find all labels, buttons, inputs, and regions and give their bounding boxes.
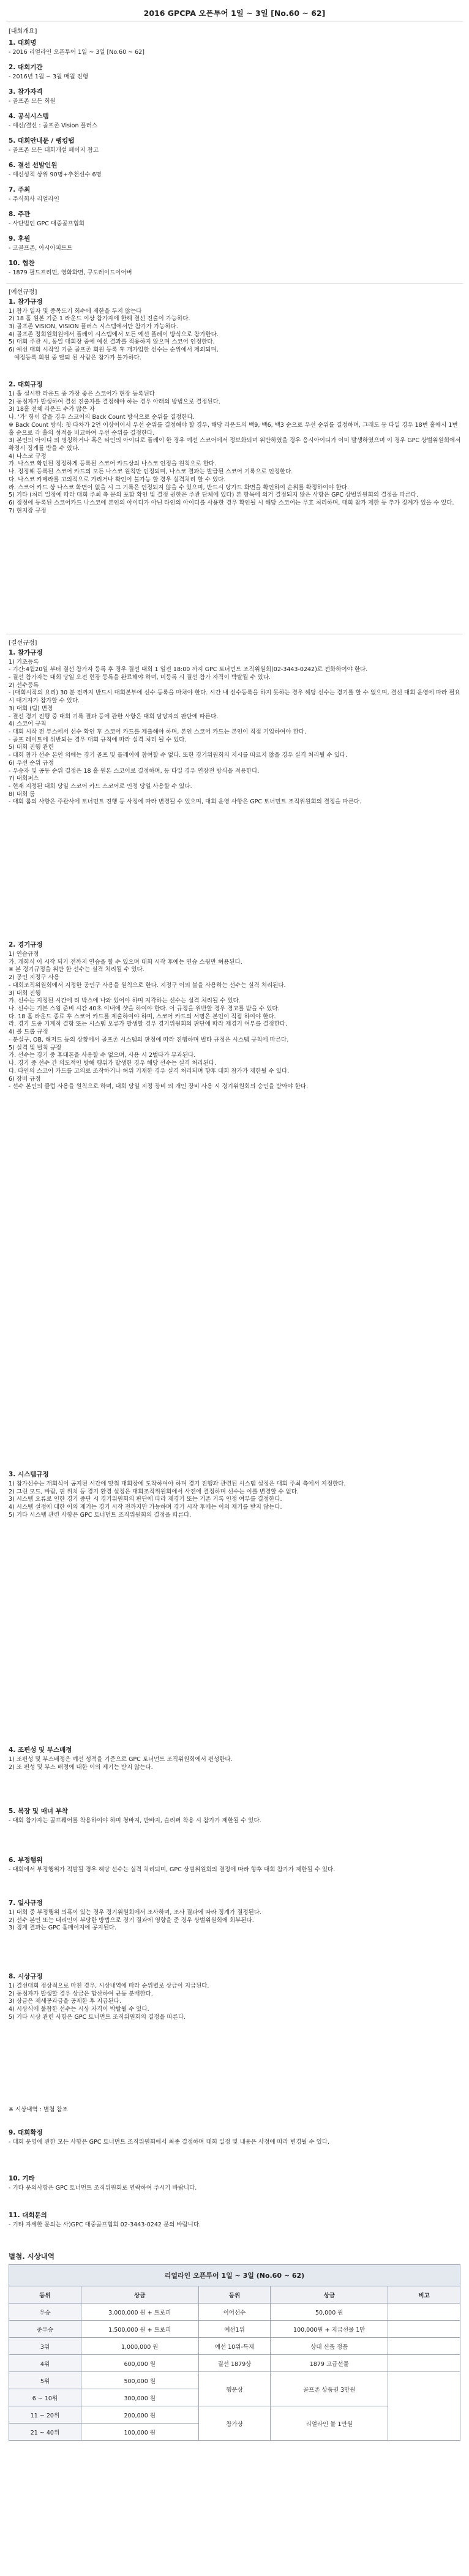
table-header-row bbox=[9, 2286, 460, 2304]
divider bbox=[6, 283, 463, 284]
rank-cell: 4위 bbox=[9, 2355, 81, 2372]
prize-table bbox=[9, 2264, 460, 2441]
rules-section-title: 9. 대회확정 bbox=[9, 2129, 43, 2136]
rule-line: 3) 골프존 VISION, VISION 플러스 시스템에서만 참가가 가능하다. bbox=[9, 323, 178, 330]
rule-line: 2) 공인 지정구 사용 bbox=[9, 974, 60, 982]
rule-line: 1) 조편성 및 부스배정은 예선 성적을 기준으로 GPC 토너먼트 조직위원회에서 편성한다. bbox=[9, 1756, 233, 1763]
item-title: 9. 후원 bbox=[9, 235, 31, 242]
rule-line: 2) 동점자가 발생하여 결선 진출자를 결정해야 하는 경우 아래의 방법으로 결정된다. bbox=[9, 398, 220, 405]
note-cell bbox=[388, 2304, 460, 2321]
final-participation-rules bbox=[9, 640, 462, 806]
rule-line: - 대회 시작 전 부스에서 선수 확인 후 스코어 카드를 제출해야 하며, 본인 스코어 카드는 본인이 직접 기입하여야 한다. bbox=[9, 728, 306, 735]
rules-section-title: 8. 시상규정 bbox=[9, 1973, 43, 1980]
rule-line: - 대회조직위원회에서 지정한 공인구 사용을 원칙으로 한다. 지정구 이외 볼을 사용하는 선수는 실격 처리된다. bbox=[9, 982, 286, 989]
rank-cell: 6 ~ 10위 bbox=[9, 2389, 81, 2406]
item-text: - 예선성적 상위 90명+추천선수 6명 bbox=[9, 171, 102, 178]
item-title: 4. 공식시스템 bbox=[9, 113, 49, 120]
rule-line: - 분실구, OB, 해저드 등의 상황에서 골프존 시스템의 판정에 따라 진행하며 벌타 규정은 시스템 규칙에 따른다. bbox=[9, 1036, 289, 1043]
rules-section-title: 6. 부정행위 bbox=[9, 1857, 43, 1864]
item-title: 6. 결선 선발인원 bbox=[9, 162, 58, 169]
rules-section-title: 1. 참가규정 bbox=[9, 648, 43, 656]
rules-section-title: 10. 기타 bbox=[9, 2175, 35, 2182]
rule-line: 6) 장비 규정 bbox=[9, 1075, 41, 1083]
rule-line: 4) 스코어 규칙 bbox=[9, 721, 47, 728]
rule-line: - 기간:4월20일 부터 결선 참가자 등록 후 경우 결선 대회 1 일전 18:00 까지 GPC 토너먼트 조직위원회(02-3443-0242)로 전화하여야 한다. bbox=[9, 666, 368, 674]
rule-line: - 우승자 및 공동 순위 결정은 18 홀 원본 스코어로 결정하며, 동 타일 경우 연장전 방식을 적용한다. bbox=[9, 767, 260, 775]
rule-line: 4) 볼 드롭 규정 bbox=[9, 1029, 48, 1036]
qualifier-competition-rules bbox=[9, 380, 462, 516]
rule-line: 3) 18홀 전체 라운드 수가 많은 자 bbox=[9, 406, 95, 413]
overview-label bbox=[9, 28, 462, 36]
rule-line: 3) 징계 결과는 GPC 홈페이지에 공지된다. bbox=[9, 1924, 117, 1932]
table-row bbox=[9, 2321, 460, 2338]
item-text: - 예선/결선 : 골프존 Vision 플러스 bbox=[9, 122, 98, 129]
rule-line: 6) 우선 순위 규정 bbox=[9, 759, 54, 767]
final-game-rules bbox=[9, 940, 462, 1091]
item-text: - 2016년 1월 ~ 3월 매월 진행 bbox=[9, 73, 89, 80]
note-cell bbox=[388, 2321, 460, 2338]
item-title: 8. 주관 bbox=[9, 211, 31, 218]
rule-line: - 선수 본인의 클럽 사용을 원칙으로 하며, 대회 당일 지정 장비 외 개인 장비 사용 시 경기위원회의 승인을 받아야 한다. bbox=[9, 1083, 308, 1091]
rule-line: - 기타 문의사항은 GPC 토너먼트 조직위원회로 연락하여 주시기 바랍니다. bbox=[9, 2185, 197, 2191]
rank-cell: 준우승 bbox=[9, 2321, 81, 2338]
rule-line: 8) 대회 룸 bbox=[9, 790, 36, 798]
rule-line: - 대회 참가 선수 본인 외에는 경기 골프 및 플레이에 참여할 수 없다. 또한 경기위원회의 지시를 따르지 않을 경우 실격 처리될 수 있다. bbox=[9, 752, 348, 759]
rule-line: - 기타 자세한 문의는 사)GPC 대중골프협회 02-3443-0242 문의 바랍니다. bbox=[9, 2221, 201, 2228]
tournament-confirm bbox=[9, 2128, 462, 2147]
item-title: 5. 대회안내문 / 랭킹탭 bbox=[9, 137, 75, 145]
overview-item-7 bbox=[9, 185, 462, 204]
rule-line: 라. 경기 도중 기계적 결함 또는 시스템 오류가 발생할 경우 경기위원회의 판단에 따라 재경기 여부를 결정한다. bbox=[9, 1021, 288, 1028]
rule-line: 2) 18 홀 원본 기준 1 라운드 이상 참가자에 한해 결선 진출이 가능하다. bbox=[9, 315, 190, 323]
overview-item-4 bbox=[9, 111, 462, 130]
prize-table-caption: 리얼라인 오픈투어 1일 ~ 3일 (No.60 ~ 62) bbox=[9, 2265, 460, 2286]
system-rules bbox=[9, 1470, 462, 1520]
rule-line: - 골프 레이트에 위반되는 경우 대회 규칙에 따라 실격 처리 될 수 있다. bbox=[9, 736, 187, 743]
overview-item-8 bbox=[9, 209, 462, 228]
rule-line: 3) 시스템 오류로 인한 경기 중단 시 경기위원회의 판단에 따라 재경기 또는 기존 기록 인정 여부를 결정한다. bbox=[9, 1496, 282, 1503]
rule-line: 4) 골프존 정회원회원에서 플레이 시스템에서 모든 예선 플레이 방식으로 참가한다. bbox=[9, 331, 219, 338]
item-title: 2. 대회기간 bbox=[9, 64, 43, 71]
rule-line: 나. 정정해 등록된 스코어 카드의 모든 나스코 원칙만 인정되며, 나스코 결과는 발급된 스코어 기록으로 인정한다. bbox=[9, 468, 293, 476]
rule-line: 2) 선수 본인 또는 대리인이 부당한 방법으로 경기 결과에 영향을 준 경우 상벌위원회에 회부된다. bbox=[9, 1917, 254, 1924]
rule-line: 4) 나스코 규정 bbox=[9, 452, 47, 460]
rule-line: 2) 그린 모드, 바람, 핀 위치 등 경기 환경 설정은 대회조직위원회에서 사전에 결정하며 선수는 이를 변경할 수 없다. bbox=[9, 1488, 299, 1495]
rule-line: 가. 선수는 경기 중 휴대폰을 사용할 수 없으며, 사용 시 2벌타가 부과된다. bbox=[9, 1052, 196, 1059]
rule-line: 7) 현지장 규정 bbox=[9, 507, 47, 514]
section-label: [결선규정] bbox=[9, 640, 37, 647]
rank-cell: 결선 1879상 bbox=[198, 2355, 271, 2372]
prize-cell: 300,000 원 bbox=[81, 2389, 198, 2406]
qualifier-rules bbox=[9, 289, 462, 362]
rule-line: 라. 스코어 카드 상 나스코 화면이 없을 시 그 기록은 인정되지 않을 수 있으며, 반드시 당가드 화면을 확인하여 순위를 확정하여야 한다. bbox=[9, 484, 349, 491]
prize-cell: 100,000원 + 지급선물 1만 bbox=[271, 2321, 388, 2338]
prize-cell: 600,000 원 bbox=[81, 2355, 198, 2372]
contact-section bbox=[9, 2210, 462, 2229]
rule-line: 1) 결선대회 정상적으로 마친 경우, 시상내역에 따라 순위별로 상금이 지급된다. bbox=[9, 1983, 209, 1989]
rank-cell: 5위 bbox=[9, 2372, 81, 2389]
section-label: [대회개요] bbox=[9, 28, 37, 35]
prize-cell: 500,000 원 bbox=[81, 2372, 198, 2389]
prize-cell: 3,000,000 원 + 트로피 bbox=[81, 2304, 198, 2321]
rules-section-title: 7. 일사규정 bbox=[9, 1899, 43, 1907]
rule-line: 2) 동점자가 발생할 경우 상금은 합산하여 균등 분배한다. bbox=[9, 1990, 153, 1997]
rule-line: - 대회 운영에 관한 모든 사항은 GPC 토너먼트 조직위원회에서 최종 결정하며 대회 일정 및 내용은 사정에 따라 변경될 수 있다. bbox=[9, 2139, 330, 2146]
rule-line: 5) 대회 주관 시, 동일 대회장 중에 예선 결과를 적용하지 않으며 스코어 인정한다. bbox=[9, 339, 215, 346]
dress-rules bbox=[9, 1806, 462, 1825]
item-text: - 2016 리얼라인 오픈투어 1일 ~ 3일 [No.60 ~ 62] bbox=[9, 49, 144, 56]
rule-line: 2) 조 편성 및 부스 배정에 대한 이의 제기는 받지 않는다. bbox=[9, 1763, 153, 1771]
rule-line: 다. 나스코 카메라를 고의적으로 가리거나 확인이 불가능 할 경우 실격처리 할 수 있다. bbox=[9, 476, 226, 483]
rule-line: 가. 개회식 이 시작 되기 전까지 연습을 할 수 있으며 대회 시작 후에는 연습 스윙만 허용된다. bbox=[9, 958, 242, 966]
header-cell: 비고 bbox=[388, 2286, 460, 2304]
item-text: - 골프존 모든 회원 bbox=[9, 98, 56, 105]
rule-line: 7) 대회퍼스 bbox=[9, 775, 39, 783]
rule-line: - 대회 참가자는 골프웨어를 착용하여야 하며 청바지, 반바지, 슬리퍼 착용 시 참가가 제한될 수 있다. bbox=[9, 1817, 261, 1824]
note-cell bbox=[388, 2338, 460, 2355]
rule-line: 2) 선수등록 bbox=[9, 682, 39, 689]
rule-line: 3) 상금은 제세공과금을 공제한 후 지급된다. bbox=[9, 1998, 121, 2005]
table-row bbox=[9, 2338, 460, 2355]
overview-item-2 bbox=[9, 62, 462, 81]
prize-cell: 상대 신품 정품 bbox=[271, 2338, 388, 2355]
prize-note bbox=[9, 2106, 462, 2114]
note-cell bbox=[388, 2355, 460, 2372]
rule-line: 5) 기타 시상 관련 사항은 GPC 토너먼트 조직위원회의 결정을 따른다. bbox=[9, 2013, 186, 2021]
side-label-cell: 참가상 bbox=[198, 2406, 271, 2441]
header-cell: 등위 bbox=[198, 2286, 271, 2304]
group-booth-rules bbox=[9, 1745, 462, 1771]
prize-cell: 1,000,000 원 bbox=[81, 2338, 198, 2355]
prize-cell: 1,500,000 원 + 트로피 bbox=[81, 2321, 198, 2338]
overview-item-9 bbox=[9, 234, 462, 253]
overview-item-10 bbox=[9, 258, 462, 277]
rules-section-title: 5. 복장 및 매너 부착 bbox=[9, 1808, 68, 1815]
table-row bbox=[9, 2355, 460, 2372]
rules-section-title: 2. 대회규정 bbox=[9, 381, 43, 388]
rank-cell: 11 ~ 20위 bbox=[9, 2406, 81, 2424]
rank-cell: 예선1위 bbox=[198, 2321, 271, 2338]
rule-line: - 현재 지정된 대회 당일 스코어 카드 스코어로 인정 당일 사용할 수 있다. bbox=[9, 783, 192, 790]
rule-line: 다. 18 홀 라운드 종료 후 스코어 카드를 제출하여야 하며, 스코어 카드의 서명은 본인이 직접 하여야 한다. bbox=[9, 1013, 276, 1020]
attachment-title: 별첨. 시상내역 bbox=[9, 2252, 55, 2261]
overview-item-5 bbox=[9, 136, 462, 155]
item-title: 10. 협찬 bbox=[9, 260, 35, 267]
rules-section-title: 4. 조편성 및 부스배정 bbox=[9, 1746, 72, 1754]
rule-line: 6) 예선 대회 시작일 기준 골프존 회원 등록 후 개가입한 선수는 순위에서 제외되며, bbox=[9, 347, 219, 354]
rule-line: 1) 참가선수는 개회식이 공지된 시간에 맞춰 대회장에 도착하여야 하며 경기 진행과 관련된 시스템 설정은 대회 주최 측에서 지정한다. bbox=[9, 1481, 346, 1487]
overview-item-3 bbox=[9, 87, 462, 106]
prize-cell: 1879 고급선물 bbox=[271, 2355, 388, 2372]
rule-line: 나. 선수는 기본 스윙 준비 시간 40초 이내에 샷을 하여야 한다. 이 규정을 위반할 경우 경고를 받을 수 있다. bbox=[9, 1005, 280, 1013]
item-title: 1. 대회명 bbox=[9, 39, 37, 47]
rules-section-title: 2. 경기규정 bbox=[9, 941, 43, 948]
rules-section-title: 11. 대회문의 bbox=[9, 2212, 47, 2219]
side-value-cell: 골프존 상품권 3만원 bbox=[271, 2372, 388, 2406]
rank-cell: 이어선수 bbox=[198, 2304, 271, 2321]
rule-line: 4) 시상식에 불참한 선수는 시상 자격이 박탈될 수 있다. bbox=[9, 2006, 149, 2013]
rank-cell: 21 ~ 40위 bbox=[9, 2424, 81, 2441]
rule-line: - 대회 룸의 사항은 주관사에 토너먼트 진행 등 사정에 따라 변경될 수 있으며, 대회 운영 사항은 GPC 토너먼트 조직위원회의 결정을 따른다. bbox=[9, 798, 361, 806]
item-title: 7. 주최 bbox=[9, 186, 31, 193]
side-value-cell: 리얼라인 볼 1만원 bbox=[271, 2406, 388, 2441]
item-text: - 골프존 모든 대회개설 페이지 참고 bbox=[9, 147, 99, 154]
prize-cell: 200,000 원 bbox=[81, 2406, 198, 2424]
note-text: ※ 시상내역 : 별첨 참조 bbox=[9, 2106, 68, 2113]
rule-line: 1) 참가 일자 및 종목도기 회수에 제한을 두지 않는다 bbox=[9, 307, 142, 315]
rule-line: 나. 경기 중 선수 간 의도적인 방해 행위가 발생한 경우 해당 선수는 실격 처리된다. bbox=[9, 1060, 216, 1067]
header-cell: 상금 bbox=[271, 2286, 388, 2304]
item-text: - 1879 필드프리먼, 영화화면, 쿠도레이드이어버 bbox=[9, 269, 132, 276]
rule-line: - (대회시작의 요리) 30 분 전까지 반드시 대회본부에 선수 등록을 마쳐야 한다. 시간 내 선수등록을 하지 못하는 경우 해당 선수는 경기를 할 수 없으며, 결선 대회 운영에 따라 필요시 대기자가 참가할 수 있다. bbox=[9, 689, 460, 705]
rule-line: 나. '가' 항이 같을 경우 스코어의 Back Count 방식으로 순위를 결정한다. bbox=[9, 414, 195, 421]
side-label-cell: 행운상 bbox=[198, 2372, 271, 2406]
rules-section-title: 1. 참가규정 bbox=[9, 298, 43, 306]
rule-line: 예정등록 회원 중 탈퇴 된 사람은 참가가 불가하다. bbox=[9, 354, 141, 361]
rule-line: - 결선 경기 진행 중 대회 기록 결과 등에 관한 사항은 대회 담당자의 판단에 따른다. bbox=[9, 713, 219, 720]
rule-line: 1) 연습규정 bbox=[9, 951, 39, 958]
prize-cell: 50,000 원 bbox=[271, 2304, 388, 2321]
prize-rules bbox=[9, 1972, 462, 2022]
misc-section bbox=[9, 2174, 462, 2193]
item-text: - 코골프존, 아시아피트트 bbox=[9, 245, 73, 252]
rule-line: - 대회에서 부정행위가 적발될 경우 해당 선수는 실격 처리되며, GPC 상벌위원회의 결정에 따라 향후 대회 참가가 제한될 수 있다. bbox=[9, 1866, 336, 1873]
table-row bbox=[9, 2304, 460, 2321]
note-cell bbox=[388, 2372, 460, 2441]
header-cell: 상금 bbox=[81, 2286, 198, 2304]
rule-line: ※ 본 경기규정을 위반 한 선수는 실격 처리될 수 있다. bbox=[9, 966, 144, 974]
rule-line: 3) 대회 진행 bbox=[9, 989, 41, 997]
rule-line: 1) 기초등록 bbox=[9, 658, 39, 666]
rule-line: 가. 선수는 지정된 시간에 티 박스에 나와 있어야 하며 지각하는 선수는 실격 처리될 수 있다. bbox=[9, 997, 241, 1005]
item-title: 3. 참가자격 bbox=[9, 88, 43, 96]
section-label: [예선규정] bbox=[9, 289, 37, 296]
rule-line: 가. 나스코 확인된 정정하게 등록된 스코어 카드상의 나스코 인정을 원칙으로 한다. bbox=[9, 460, 217, 468]
rule-line: 5) 실격 및 벌칙 규정 bbox=[9, 1044, 62, 1051]
table-row bbox=[9, 2372, 460, 2389]
header-cell: 등위 bbox=[9, 2286, 81, 2304]
rule-line: 1) 대회 중 부정행위 의혹이 있는 경우 경기위원회에서 조사하며, 조사 결과에 따라 징계가 결정된다. bbox=[9, 1909, 261, 1916]
rule-line: 3) 본인의 아이디 외 명칭하거나 혹은 타인의 아이디로 플레이 한 경우 예선 스코어에서 정보화되며 위반하였을 경우 응시아이디가 이미 발생하였으며 이 경우 GPC 상벌위원회에서 확정시 징계를 받을 수 있다. bbox=[9, 437, 463, 452]
rule-line: ※ Back Count 방식: 첫 타차가 2언 이상이어서 우선 순위를 결정해야 할 경우, 해당 라운드의 백9, 백6, 백3 순으로 우선 순위를 결정하며, 그래도 동 타일 경우 18번 홀에서 1번홀 순으로 각 홀의 성적을 비교하여 우선 순위를 결정한다. bbox=[9, 421, 458, 437]
rank-cell: 3위 bbox=[9, 2338, 81, 2355]
overview-item-1 bbox=[9, 38, 462, 57]
rank-cell: 우승 bbox=[9, 2304, 81, 2321]
rule-line: 4) 시스템 설정에 대한 이의 제기는 경기 시작 전까지만 가능하며 경기 시작 후에는 이의 제기를 받지 않는다. bbox=[9, 1504, 282, 1511]
rule-line: 5) 기타 (처리 일정에 따라 대회 주최 측 문의 포함 확인 및 결정 권한은 주관 단체에 있다) 본 항목에 의거 결정되지 않은 사항은 GPC 상벌위원회의 결정을 따른다. bbox=[9, 492, 419, 499]
cheating-rules bbox=[9, 1855, 462, 1874]
overview-item-6 bbox=[9, 160, 462, 179]
rule-line: 다. 타인의 스코어 카드를 고의로 조작하거나 허위 기재한 경우 실격 처리되며 향후 대회 참가가 제한될 수 있다. bbox=[9, 1067, 290, 1075]
discipline-rules bbox=[9, 1898, 462, 1932]
rule-line: 5) 대회 진행 관련 bbox=[9, 744, 54, 751]
rule-line: 1) 홀 설시한 라운드 중 가장 좋은 스코어가 현장 등록된다 bbox=[9, 391, 155, 397]
document-title: 2016 GPCPA 오픈투어 1일 ~ 3일 [No.60 ~ 62] bbox=[143, 9, 326, 18]
rule-line: - 결선 참가자는 대회 당일 오전 현장 등록을 완료해야 하며, 미등록 시 결선 참가 자격이 박탈될 수 있다. bbox=[9, 674, 271, 681]
rule-line: 6) 정정에 등록된 스코어카드 나스코에 본인의 아이디가 아닌 타인의 아이디를 사용한 경우 확인될 시 해당 스코어는 무효 처리하며, 대회 참가 제한 등 추가 징계가 있을 수 있다. bbox=[9, 500, 454, 507]
rank-cell: 예선 10위-특제 bbox=[198, 2338, 271, 2355]
rule-line: 5) 기타 시스템 관련 사항은 GPC 토너먼트 조직위원회의 결정을 따른다. bbox=[9, 1511, 192, 1519]
rule-line: 3) 대회 (팀) 변경 bbox=[9, 705, 53, 712]
rules-section-title: 3. 시스템규정 bbox=[9, 1471, 49, 1478]
item-text: - 사단법인 GPC 대중골프협회 bbox=[9, 220, 84, 227]
prize-cell: 100,000 원 bbox=[81, 2424, 198, 2441]
item-text: - 주식회사 리얼라인 bbox=[9, 196, 59, 203]
